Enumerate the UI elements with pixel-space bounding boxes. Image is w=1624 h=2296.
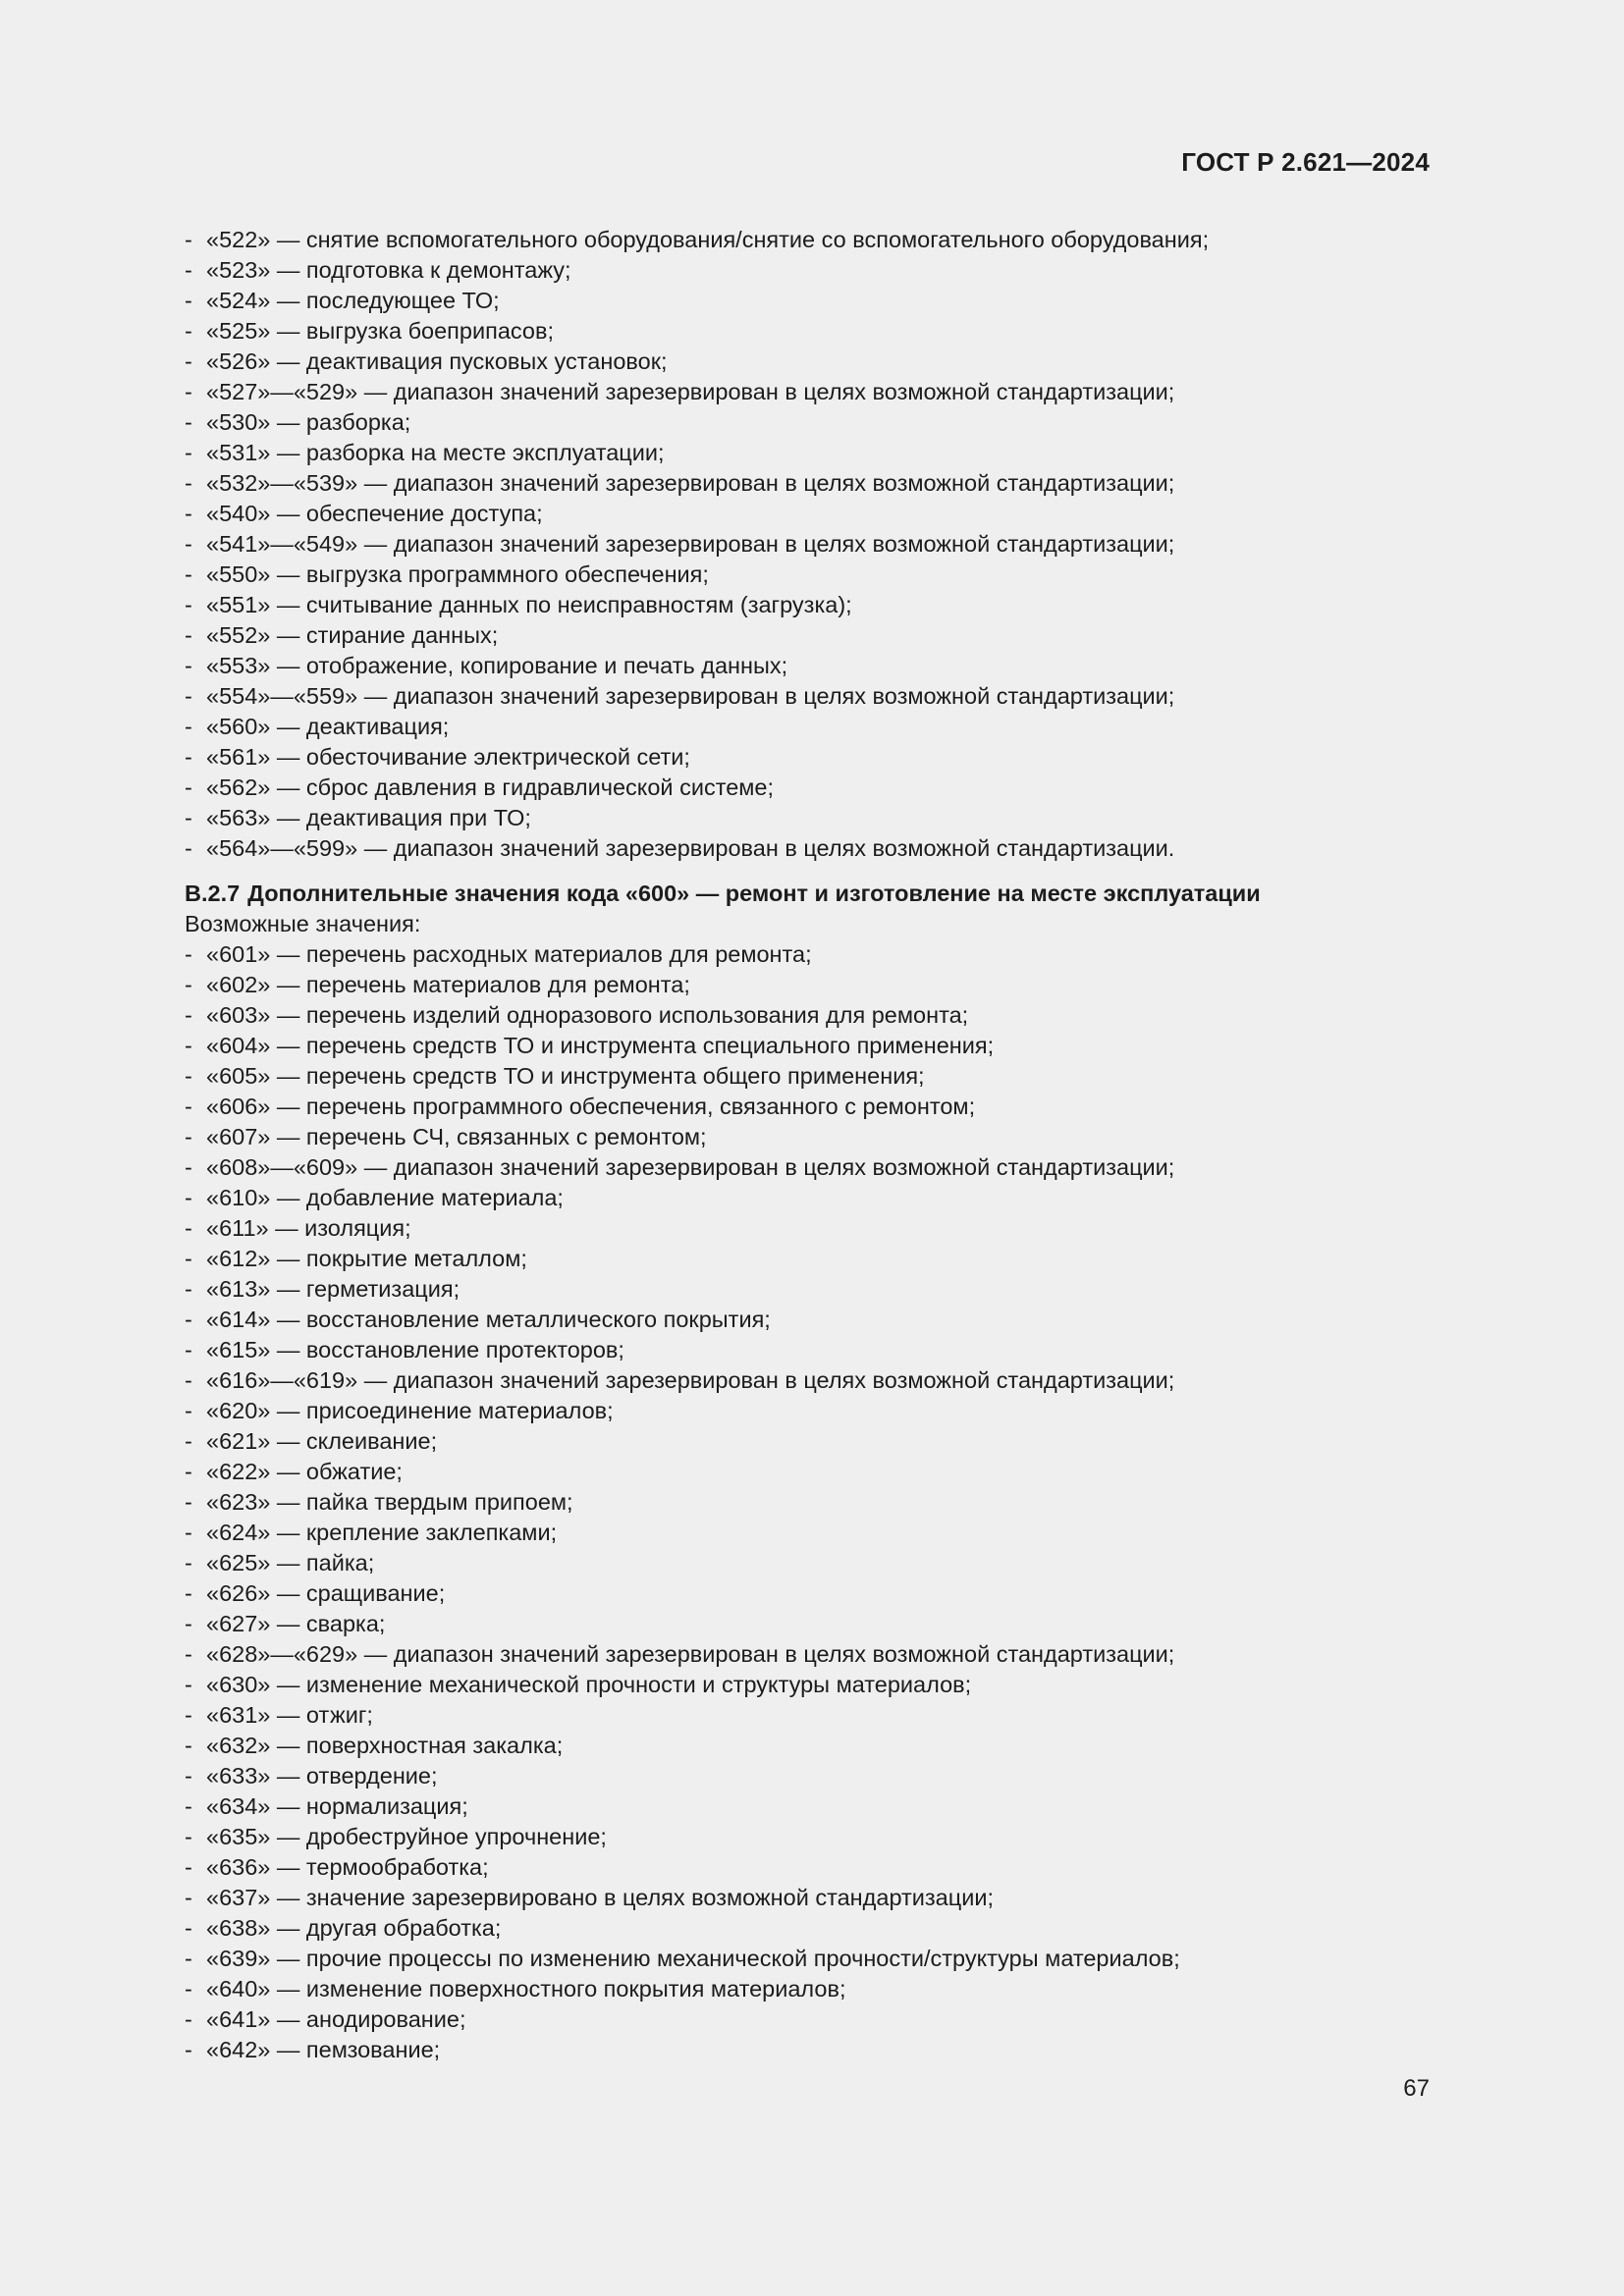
- list-item: [185, 1122, 1432, 1152]
- list-item-text: «628»—«629» — диапазон значений зарезервирован в целях возможной стандартизации;: [206, 1641, 1175, 1667]
- list-bullet: -: [185, 1094, 192, 1119]
- list-item: [185, 560, 1432, 590]
- list-item-text: «564»—«599» — диапазон значений зарезервирован в целях возможной стандартизации.: [206, 835, 1175, 861]
- list-item: [185, 1883, 1432, 1913]
- section-title: Дополнительные значения кода «600» — ремонт и изготовление на месте эксплуатации: [247, 881, 1261, 906]
- list-bullet: -: [185, 835, 192, 861]
- list-item: [185, 1213, 1432, 1244]
- list-item-text: «614» — восстановление металлического покрытия;: [206, 1307, 771, 1332]
- list-bullet: -: [185, 1367, 192, 1393]
- list-bullet: -: [185, 2006, 192, 2032]
- list-bullet: -: [185, 561, 192, 587]
- list-item: [185, 499, 1432, 529]
- list-item: [185, 803, 1432, 833]
- list-item: [185, 316, 1432, 347]
- list-item-text: «621» — склеивание;: [206, 1428, 438, 1454]
- list-item-text: «553» — отображение, копирование и печать данных;: [206, 653, 788, 678]
- list-item: [185, 438, 1432, 468]
- list-item: [185, 1031, 1432, 1061]
- list-bullet: -: [185, 318, 192, 344]
- list-item-text: «630» — изменение механической прочности и структуры материалов;: [206, 1672, 972, 1697]
- list-item-text: «632» — поверхностная закалка;: [206, 1733, 564, 1758]
- list-item-text: «603» — перечень изделий одноразового использования для ремонта;: [206, 1002, 969, 1028]
- list-item: [185, 347, 1432, 377]
- list-bullet: -: [185, 1824, 192, 1849]
- list-item: [185, 1944, 1432, 1974]
- list-bullet: -: [185, 774, 192, 800]
- list-bullet: -: [185, 1337, 192, 1362]
- list-item: [185, 2004, 1432, 2035]
- list-item: [185, 1609, 1432, 1639]
- list-bullet: -: [185, 1915, 192, 1941]
- list-bullet: -: [185, 1215, 192, 1241]
- list-item: [185, 1274, 1432, 1305]
- list-bullet: -: [185, 941, 192, 967]
- list-item: [185, 1639, 1432, 1670]
- list-item-text: «526» — деактивация пусковых установок;: [206, 348, 668, 374]
- list-item-text: «560» — деактивация;: [206, 714, 450, 739]
- list-item-text: «602» — перечень материалов для ремонта;: [206, 972, 690, 997]
- section-heading: [185, 879, 1432, 909]
- list-item-text: «605» — перечень средств ТО и инструмента общего применения;: [206, 1063, 925, 1089]
- list-item: [185, 1457, 1432, 1487]
- list-bullet: -: [185, 1246, 192, 1271]
- list-item-text: «624» — крепление заклепками;: [206, 1520, 558, 1545]
- list-item-text: «615» — восстановление протекторов;: [206, 1337, 624, 1362]
- list-item: [185, 939, 1432, 970]
- list-bullet: -: [185, 2037, 192, 2062]
- list-item: [185, 1183, 1432, 1213]
- list-item: [185, 286, 1432, 316]
- list-bullet: -: [185, 1733, 192, 1758]
- list-item: [185, 773, 1432, 803]
- list-bullet: -: [185, 1154, 192, 1180]
- list-item-text: «522» — снятие вспомогательного оборудования/снятие со вспомогательного оборудования;: [206, 227, 1210, 252]
- list-bullet: -: [185, 227, 192, 252]
- list-item-text: «623» — пайка твердым припоем;: [206, 1489, 573, 1515]
- list-item-text: «606» — перечень программного обеспечения, связанного с ремонтом;: [206, 1094, 976, 1119]
- list-item: [185, 1487, 1432, 1518]
- list-item-text: «550» — выгрузка программного обеспечения;: [206, 561, 709, 587]
- list-item: [185, 255, 1432, 286]
- list-item-text: «563» — деактивация при ТО;: [206, 805, 531, 830]
- list-bullet: -: [185, 1520, 192, 1545]
- list-bullet: -: [185, 531, 192, 557]
- list-item: [185, 651, 1432, 681]
- list-item-text: «611» — изоляция;: [206, 1215, 411, 1241]
- list-item-text: «634» — нормализация;: [206, 1793, 468, 1819]
- list-item: [185, 712, 1432, 742]
- list-item: [185, 225, 1432, 255]
- list-item-text: «562» — сброс давления в гидравлической системе;: [206, 774, 775, 800]
- list-item-text: «610» — добавление материала;: [206, 1185, 564, 1210]
- list-bullet: -: [185, 683, 192, 709]
- list-bullet: -: [185, 1763, 192, 1789]
- code-list-top: [185, 225, 1432, 864]
- list-item: [185, 407, 1432, 438]
- list-bullet: -: [185, 470, 192, 496]
- list-item-text: «601» — перечень расходных материалов для ремонта;: [206, 941, 812, 967]
- list-bullet: -: [185, 1307, 192, 1332]
- list-bullet: -: [185, 744, 192, 770]
- list-item: [185, 529, 1432, 560]
- list-bullet: -: [185, 1124, 192, 1149]
- list-item: [185, 1396, 1432, 1426]
- list-item-text: «613» — герметизация;: [206, 1276, 460, 1302]
- list-item-text: «627» — сварка;: [206, 1611, 386, 1636]
- list-item-text: «637» — значение зарезервировано в целях возможной стандартизации;: [206, 1885, 994, 1910]
- list-item-text: «523» — подготовка к демонтажу;: [206, 257, 571, 283]
- list-item-text: «551» — считывание данных по неисправностям (загрузка);: [206, 592, 852, 617]
- list-bullet: -: [185, 1276, 192, 1302]
- list-item: [185, 1700, 1432, 1731]
- list-bullet: -: [185, 1672, 192, 1697]
- list-item-text: «541»—«549» — диапазон значений зарезервирован в целях возможной стандартизации;: [206, 531, 1175, 557]
- list-item-text: «561» — обесточивание электрической сети;: [206, 744, 690, 770]
- list-item: [185, 1852, 1432, 1883]
- list-item-text: «635» — дробеструйное упрочнение;: [206, 1824, 607, 1849]
- list-item: [185, 1092, 1432, 1122]
- list-item: [185, 1335, 1432, 1365]
- list-bullet: -: [185, 501, 192, 526]
- section-intro: Возможные значения:: [185, 911, 421, 936]
- list-item-text: «532»—«539» — диапазон значений зарезервирован в целях возможной стандартизации;: [206, 470, 1175, 496]
- list-bullet: -: [185, 972, 192, 997]
- list-item-text: «540» — обеспечение доступа;: [206, 501, 543, 526]
- list-bullet: -: [185, 1398, 192, 1423]
- list-item: [185, 833, 1432, 864]
- list-item: [185, 1974, 1432, 2004]
- list-bullet: -: [185, 1854, 192, 1880]
- list-item: [185, 1244, 1432, 1274]
- list-item: [185, 1913, 1432, 1944]
- list-item: [185, 1670, 1432, 1700]
- list-item-text: «636» — термообработка;: [206, 1854, 489, 1880]
- list-item: [185, 620, 1432, 651]
- list-item-text: «638» — другая обработка;: [206, 1915, 502, 1941]
- list-item-text: «530» — разборка;: [206, 409, 411, 435]
- list-bullet: -: [185, 1793, 192, 1819]
- list-bullet: -: [185, 379, 192, 404]
- list-bullet: -: [185, 440, 192, 465]
- list-bullet: -: [185, 1033, 192, 1058]
- list-bullet: -: [185, 409, 192, 435]
- list-item-text: «527»—«529» — диапазон значений зарезервирован в целях возможной стандартизации;: [206, 379, 1175, 404]
- list-item-text: «642» — пемзование;: [206, 2037, 441, 2062]
- list-item-text: «616»—«619» — диапазон значений зарезервирован в целях возможной стандартизации;: [206, 1367, 1175, 1393]
- list-item: [185, 1000, 1432, 1031]
- list-bullet: -: [185, 714, 192, 739]
- list-bullet: -: [185, 1976, 192, 2002]
- code-list-bottom: [185, 939, 1432, 2065]
- list-item-text: «641» — анодирование;: [206, 2006, 466, 2032]
- list-item-text: «525» — выгрузка боеприпасов;: [206, 318, 554, 344]
- list-item: [185, 590, 1432, 620]
- list-item: [185, 742, 1432, 773]
- page-content: [185, 225, 1432, 2065]
- list-item-text: «552» — стирание данных;: [206, 622, 499, 648]
- list-item-text: «631» — отжиг;: [206, 1702, 373, 1728]
- list-bullet: -: [185, 1611, 192, 1636]
- list-item: [185, 1548, 1432, 1578]
- list-bullet: -: [185, 1641, 192, 1667]
- list-item: [185, 1305, 1432, 1335]
- list-bullet: -: [185, 592, 192, 617]
- list-item-text: «640» — изменение поверхностного покрытия материалов;: [206, 1976, 846, 2002]
- list-item: [185, 1518, 1432, 1548]
- list-item-text: «612» — покрытие металлом;: [206, 1246, 527, 1271]
- section-number: В.2.7: [185, 881, 241, 906]
- list-bullet: -: [185, 1063, 192, 1089]
- list-item: [185, 1822, 1432, 1852]
- list-bullet: -: [185, 1885, 192, 1910]
- list-item: [185, 1426, 1432, 1457]
- list-item: [185, 1791, 1432, 1822]
- list-bullet: -: [185, 1002, 192, 1028]
- list-item-text: «622» — обжатие;: [206, 1459, 403, 1484]
- list-item-text: «620» — присоединение материалов;: [206, 1398, 614, 1423]
- list-bullet: -: [185, 257, 192, 283]
- list-bullet: -: [185, 1550, 192, 1575]
- list-item-text: «633» — отвердение;: [206, 1763, 438, 1789]
- list-item-text: «604» — перечень средств ТО и инструмента специального применения;: [206, 1033, 995, 1058]
- list-item: [185, 681, 1432, 712]
- list-item-text: «639» — прочие процессы по изменению механической прочности/структуры материалов;: [206, 1946, 1180, 1971]
- list-item: [185, 1061, 1432, 1092]
- list-bullet: -: [185, 348, 192, 374]
- list-item-text: «524» — последующее ТО;: [206, 288, 500, 313]
- list-item: [185, 1578, 1432, 1609]
- list-bullet: -: [185, 1702, 192, 1728]
- list-item: [185, 377, 1432, 407]
- list-bullet: -: [185, 1459, 192, 1484]
- list-bullet: -: [185, 1489, 192, 1515]
- list-item: [185, 1152, 1432, 1183]
- list-item-text: «554»—«559» — диапазон значений зарезервирован в целях возможной стандартизации;: [206, 683, 1175, 709]
- list-bullet: -: [185, 288, 192, 313]
- list-item: [185, 1761, 1432, 1791]
- list-item-text: «607» — перечень СЧ, связанных с ремонтом;: [206, 1124, 707, 1149]
- page-number: 67: [1403, 2075, 1430, 2102]
- list-bullet: -: [185, 653, 192, 678]
- list-item: [185, 1365, 1432, 1396]
- list-item-text: «625» — пайка;: [206, 1550, 375, 1575]
- list-item: [185, 2035, 1432, 2065]
- list-item: [185, 1731, 1432, 1761]
- list-bullet: -: [185, 805, 192, 830]
- list-bullet: -: [185, 622, 192, 648]
- list-bullet: -: [185, 1185, 192, 1210]
- list-item-text: «531» — разборка на месте эксплуатации;: [206, 440, 665, 465]
- list-bullet: -: [185, 1946, 192, 1971]
- list-bullet: -: [185, 1580, 192, 1606]
- list-item-text: «626» — сращивание;: [206, 1580, 446, 1606]
- list-item: [185, 970, 1432, 1000]
- list-bullet: -: [185, 1428, 192, 1454]
- document-code-header: ГОСТ Р 2.621—2024: [1181, 147, 1430, 177]
- list-item: [185, 468, 1432, 499]
- list-item-text: «608»—«609» — диапазон значений зарезервирован в целях возможной стандартизации;: [206, 1154, 1175, 1180]
